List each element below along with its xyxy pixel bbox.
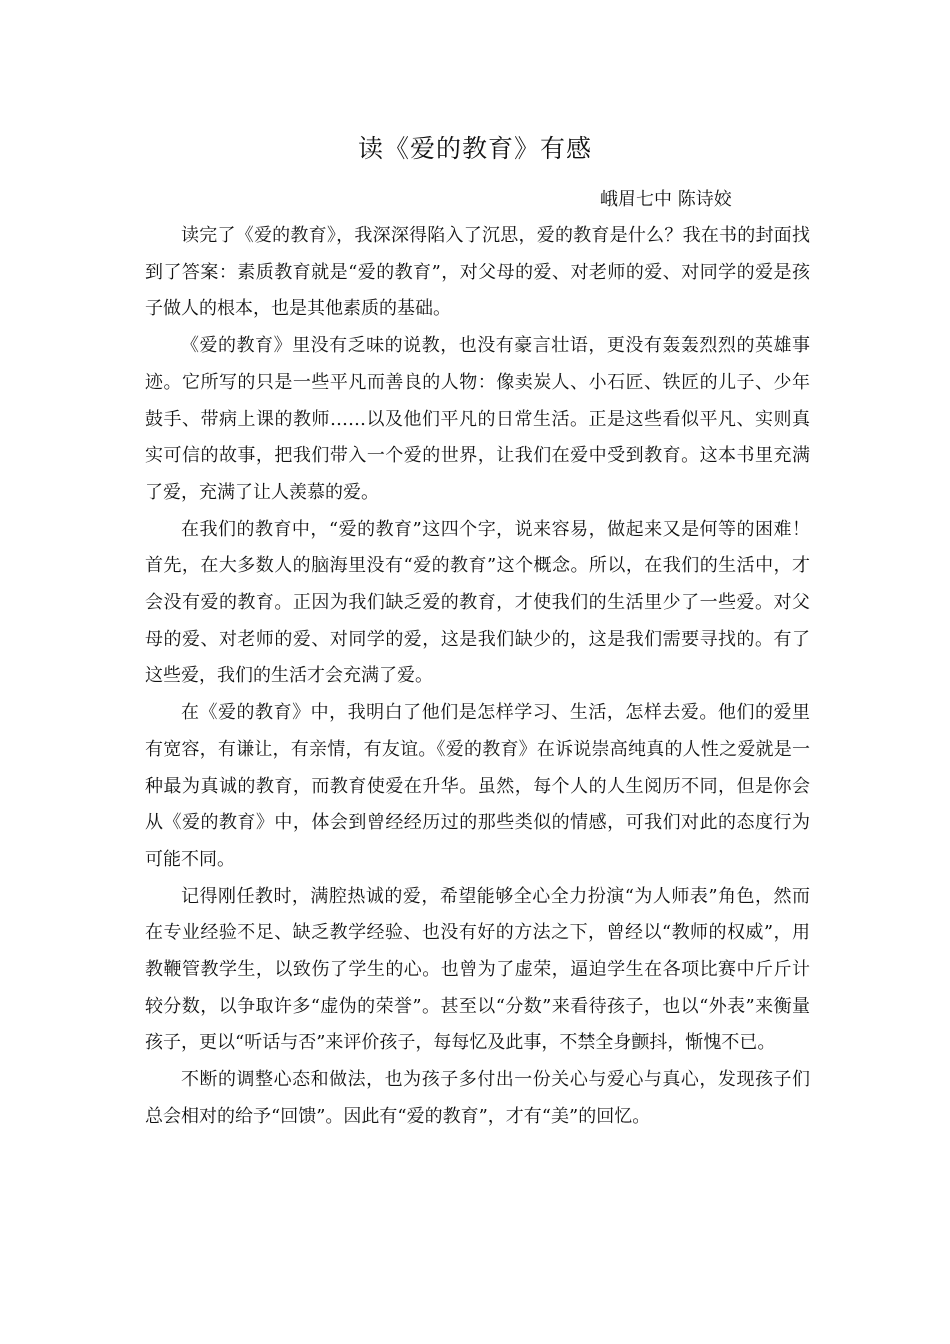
essay-body xyxy=(145,218,810,1136)
paragraph: 读完了《爱的教育》，我深深得陷入了沉思，爱的教育是什么？我在书的封面找到了答案：素质教育就是“爱的教育”，对父母的爱、对老师的爱、对同学的爱是孩子做人的根本，也是其他素质的基础。 xyxy=(145,225,810,320)
document-title: 读《爱的教育》有感 xyxy=(357,134,592,163)
author-line: 峨眉七中 陈诗姣 xyxy=(600,189,732,210)
paragraph: 在我们的教育中，“爱的教育”这四个字，说来容易，做起来又是何等的困难！首先，在大多数人的脑海里没有“爱的教育”这个概念。所以，在我们的生活中，才会没有爱的教育。正因为我们缺乏爱的教育，才使我们的生活里少了一些爱。对父母的爱、对老师的爱、对同学的爱，这是我们缺少的，这是我们需要寻找的。有了这些爱，我们的生活才会充满了爱。 xyxy=(145,518,810,687)
paragraph: 记得刚任教时，满腔热诚的爱，希望能够全心全力扮演“为人师表”角色，然而在专业经验不足、缺乏教学经验、也没有好的方法之下，曾经以“教师的权威”，用教鞭管教学生，以致伤了学生的心。也曾为了虚荣，逼迫学生在各项比赛中斤斤计较分数，以争取许多“虚伪的荣誉”。甚至以“分数”来看待孩子，也以“外表”来衡量孩子，更以“听话与否”来评价孩子，每每忆及此事，不禁全身颤抖，惭愧不已。 xyxy=(145,885,810,1054)
paragraph: 不断的调整心态和做法，也为孩子多付出一份关心与爱心与真心，发现孩子们总会相对的给予“回馈”。因此有“爱的教育”，才有“美”的回忆。 xyxy=(145,1069,810,1127)
paragraph: 在《爱的教育》中，我明白了他们是怎样学习、生活，怎样去爱。他们的爱里有宽容，有谦让，有亲情，有友谊。《爱的教育》在诉说崇高纯真的人性之爱就是一种最为真诚的教育，而教育使爱在升华。虽然，每个人的人生阅历不同，但是你会从《爱的教育》中，体会到曾经经历过的那些类似的情感，可我们对此的态度行为可能不同。 xyxy=(145,702,810,870)
paragraph: 《爱的教育》里没有乏味的说教，也没有豪言壮语，更没有轰轰烈烈的英雄事迹。它所写的只是一些平凡而善良的人物：像卖炭人、小石匠、铁匠的儿子、少年鼓手、带病上课的教师……以及他们平凡的日常生活。正是这些看似平凡、实则真实可信的故事，把我们带入一个爱的世界，让我们在爱中受到教育。这本书里充满了爱，充满了让人羡慕的爱。 xyxy=(145,335,810,503)
